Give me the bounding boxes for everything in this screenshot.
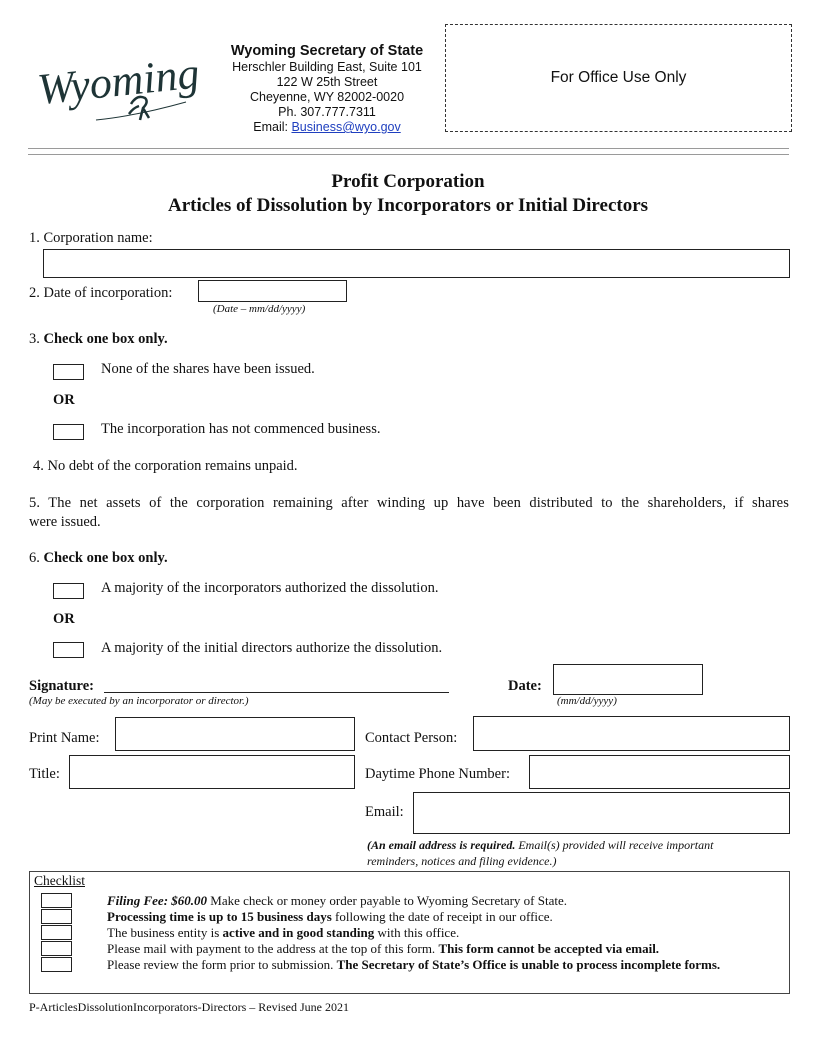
directors-authorize-label: A majority of the initial directors authorize the dissolution. <box>101 640 443 656</box>
checklist-box <box>29 871 790 994</box>
agency-email-link[interactable]: Business@wyo.gov <box>291 120 401 134</box>
form-title-line2: Articles of Dissolution by Incorporators or Initial Directors <box>167 195 649 216</box>
agency-email-label: Email: <box>253 120 288 134</box>
contact-person-input[interactable] <box>473 716 790 751</box>
incorporators-authorized-label: A majority of the incorporators authorized the dissolution. <box>101 580 439 596</box>
agency-email-row <box>214 120 440 135</box>
agency-address-2: 122 W 25th Street <box>276 75 378 89</box>
checklist-standing-rest: with this office. <box>374 925 460 940</box>
checklist-mail-text <box>107 941 659 957</box>
agency-phone: Ph. 307.777.7311 <box>278 105 376 119</box>
section3-number: 3. <box>29 331 40 347</box>
print-name-input[interactable] <box>115 717 355 751</box>
email-note-required: (An email address is required. <box>367 838 516 852</box>
shares-not-issued-label: None of the shares have been issued. <box>101 361 315 377</box>
checklist-processing-rest: following the date of receipt in our office. <box>331 909 553 924</box>
signature-date-hint: (mm/dd/yyyy) <box>557 695 617 707</box>
section4-text: 4. No debt of the corporation remains unpaid. <box>33 458 298 474</box>
checklist-standing-checkbox[interactable] <box>41 925 72 940</box>
incorporators-authorized-checkbox[interactable] <box>53 583 84 599</box>
email-note <box>367 837 713 869</box>
checklist-mail-pre: Please mail with payment to the address at the top of this form. <box>107 941 439 956</box>
email-note-rest: Email(s) provided will receive important <box>515 838 714 852</box>
checklist-standing-text <box>107 925 459 941</box>
wyoming-logo <box>36 38 206 130</box>
office-use-box <box>445 24 792 132</box>
signature-date-input[interactable] <box>553 664 703 695</box>
email-note-line1 <box>367 837 713 853</box>
section3-instruction: Check one box only. <box>43 331 168 347</box>
section6-instruction: Check one box only. <box>43 550 168 566</box>
section6-heading <box>29 550 168 567</box>
directors-authorize-checkbox[interactable] <box>53 642 84 658</box>
contact-person-label: Contact Person: <box>365 730 458 746</box>
not-commenced-checkbox[interactable] <box>53 424 84 440</box>
section3-or: OR <box>53 392 75 408</box>
checklist-review-pre: Please review the form prior to submission. <box>107 957 337 972</box>
checklist-fee-rest: Make check or money order payable to Wyoming Secretary of State. <box>207 893 567 908</box>
corporation-name-input[interactable] <box>43 249 790 278</box>
checklist-review-checkbox[interactable] <box>41 957 72 972</box>
section5-line2: were issued. <box>29 514 101 530</box>
shares-not-issued-checkbox[interactable] <box>53 364 84 380</box>
wyoming-logo-graphic <box>36 38 206 130</box>
checklist-standing-pre: The business entity is <box>107 925 223 940</box>
logo-text: Wyoming <box>36 48 202 115</box>
checklist-review-bold: The Secretary of State’s Office is unable to process incomplete forms. <box>336 957 721 972</box>
office-use-label: For Office Use Only <box>550 69 687 86</box>
checklist-title: Checklist <box>34 873 85 888</box>
email-input[interactable] <box>413 792 790 834</box>
checklist-processing-text <box>107 909 553 925</box>
agency-header <box>214 42 440 135</box>
signature-note: (May be executed by an incorporator or director.) <box>29 695 249 707</box>
section3-heading <box>29 331 168 348</box>
signature-line[interactable] <box>104 692 449 693</box>
incorporation-date-input[interactable] <box>198 280 347 302</box>
daytime-phone-input[interactable] <box>529 755 790 789</box>
checklist-processing-checkbox[interactable] <box>41 909 72 924</box>
form-title <box>0 170 816 218</box>
title-input[interactable] <box>69 755 355 789</box>
checklist-fee-text <box>107 893 567 909</box>
header-divider-top <box>28 148 789 149</box>
section6-or: OR <box>53 611 75 627</box>
signature-label: Signature: <box>29 678 94 694</box>
incorporation-date-label: 2. Date of incorporation: <box>29 285 173 301</box>
agency-address-3: Cheyenne, WY 82002-0020 <box>249 90 405 104</box>
checklist-fee-checkbox[interactable] <box>41 893 72 908</box>
checklist-mail-bold: This form cannot be accepted via email. <box>438 941 660 956</box>
checklist-fee-amount: Filing Fee: $60.00 <box>107 893 208 908</box>
incorporation-date-hint: (Date – mm/dd/yyyy) <box>213 303 306 315</box>
agency-address-1: Herschler Building East, Suite 101 <box>232 60 422 74</box>
checklist-standing-bold: active and in good standing <box>222 925 375 940</box>
section5-text <box>29 494 789 532</box>
section5-line1: 5. The net assets of the corporation remaining after winding up have been distributed to the shareholders, if shares <box>29 495 789 511</box>
email-label: Email: <box>365 804 404 820</box>
daytime-phone-label: Daytime Phone Number: <box>365 766 510 782</box>
print-name-label: Print Name: <box>29 730 100 746</box>
corporation-name-label: 1. Corporation name: <box>29 230 153 246</box>
checklist-review-text <box>107 957 720 973</box>
checklist-mail-checkbox[interactable] <box>41 941 72 956</box>
checklist-processing-time: Processing time is up to 15 business days <box>107 909 332 924</box>
header-divider-bottom <box>28 154 789 155</box>
section6-number: 6. <box>29 550 40 566</box>
email-note-line2: reminders, notices and filing evidence.) <box>367 854 557 868</box>
form-title-line1: Profit Corporation <box>331 171 485 192</box>
form-footer: P-ArticlesDissolutionIncorporators-Directors – Revised June 2021 <box>29 1000 349 1014</box>
not-commenced-label: The incorporation has not commenced business. <box>101 421 381 437</box>
title-label: Title: <box>29 766 60 782</box>
agency-name: Wyoming Secretary of State <box>230 43 424 59</box>
signature-date-label: Date: <box>508 678 542 694</box>
